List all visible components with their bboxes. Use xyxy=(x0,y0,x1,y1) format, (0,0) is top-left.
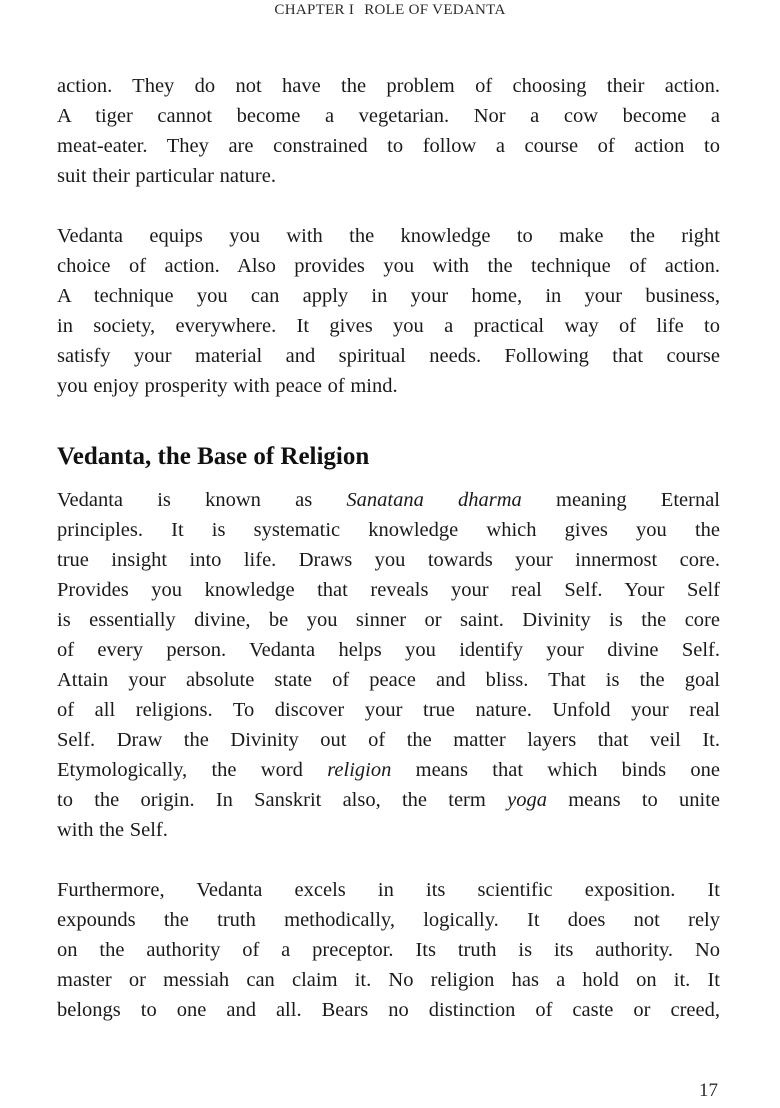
text-run: means that which binds one xyxy=(391,759,720,781)
chapter-label: CHAPTER I xyxy=(274,2,355,18)
text-line: A tiger cannot become a vegetarian. Nor a cow become a xyxy=(57,105,720,127)
text-run: to the origin. In Sanskrit also, the term xyxy=(57,789,508,811)
text-line: you enjoy prosperity with peace of mind. xyxy=(57,375,398,397)
text-line: satisfy your material and spiritual needs. Following that course xyxy=(57,345,720,367)
text-line: Provides you knowledge that reveals your real Self. Your Self xyxy=(57,579,720,601)
text-line: true insight into life. Draws you towards your innermost core. xyxy=(57,549,720,571)
text-run: means to unite xyxy=(546,789,720,811)
text-run: Etymologically, the word xyxy=(57,759,328,781)
text-line: master or messiah can claim it. No religion has a hold on it. It xyxy=(57,969,720,991)
text-line: belongs to one and all. Bears no distinction of caste or creed, xyxy=(57,999,720,1021)
text-line: Attain your absolute state of peace and bliss. That is the goal xyxy=(57,669,720,691)
text-line: of all religions. To discover your true nature. Unfold your real xyxy=(57,699,720,721)
text-line: A technique you can apply in your home, in your business, xyxy=(57,285,720,307)
text-line: action. They do not have the problem of choosing their action. xyxy=(57,75,720,97)
text-line: principles. It is systematic knowledge which gives you the xyxy=(57,519,720,541)
paragraph-2 xyxy=(57,221,720,401)
text-line: Furthermore, Vedanta excels in its scientific exposition. It xyxy=(57,879,720,901)
text-run: meaning Eternal xyxy=(521,489,720,511)
italic-term: yoga xyxy=(507,789,547,811)
text-line: of every person. Vedanta helps you identify your divine Self. xyxy=(57,639,720,661)
page-body xyxy=(57,71,720,1025)
text-line xyxy=(57,785,720,815)
chapter-title: ROLE OF VEDANTA xyxy=(364,2,506,18)
italic-term: Sanatana dharma xyxy=(346,489,522,511)
text-line: in society, everywhere. It gives you a practical way of life to xyxy=(57,315,720,337)
paragraph-1 xyxy=(57,71,720,191)
text-line: choice of action. Also provides you with the technique of action. xyxy=(57,255,720,277)
page-number: 17 xyxy=(699,1080,718,1101)
text-line: expounds the truth methodically, logically. It does not rely xyxy=(57,909,720,931)
text-line: suit their particular nature. xyxy=(57,165,276,187)
paragraph-3 xyxy=(57,485,720,845)
text-line: with the Self. xyxy=(57,819,168,841)
paragraph-4 xyxy=(57,875,720,1025)
text-line xyxy=(57,755,720,785)
italic-term: religion xyxy=(327,759,392,781)
text-line: Vedanta equips you with the knowledge to make the right xyxy=(57,225,720,247)
running-head xyxy=(0,2,780,19)
text-line: Self. Draw the Divinity out of the matter layers that veil It. xyxy=(57,729,720,751)
text-line: on the authority of a preceptor. Its truth is its authority. No xyxy=(57,939,720,961)
text-run: Vedanta is known as xyxy=(57,489,347,511)
section-heading: Vedanta, the Base of Religion xyxy=(57,443,370,470)
text-line xyxy=(57,485,720,515)
text-line: meat-eater. They are constrained to follow a course of action to xyxy=(57,135,720,157)
text-line: is essentially divine, be you sinner or saint. Divinity is the core xyxy=(57,609,720,631)
